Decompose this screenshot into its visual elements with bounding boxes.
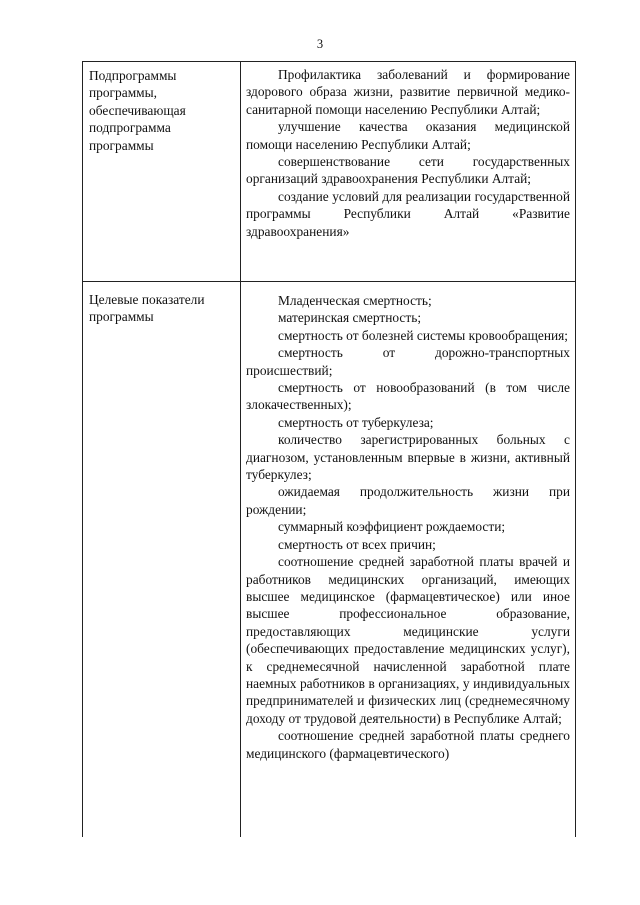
indicator-item-7: количество зарегистрированных больных с диагнозом, установленным впервые в жизни, активный туберкулез; xyxy=(246,432,570,483)
indicator-item-2: материнская смертность; xyxy=(278,310,422,326)
indicator-item-1: Младенческая смертность; xyxy=(278,293,432,308)
subprogram-item-4: создание условий для реализации государственной программы Республики Алтай «Развитие здравоохранения» xyxy=(246,188,570,239)
indicator-item-6: смертность от туберкулеза; xyxy=(278,414,434,430)
subprogram-item-2: улучшение качества оказания медицинской помощи населению Республики Алтай; xyxy=(246,119,570,152)
indicator-item-5: смертность от новообразований (в том числе злокачественных); xyxy=(246,380,570,413)
row-label-subprograms: Подпрограммы программы, обеспечивающая подпрограмма программы xyxy=(83,62,241,282)
row-content-indicators xyxy=(241,282,576,838)
table-row-subprograms xyxy=(83,62,576,282)
page-number: 3 xyxy=(316,37,324,51)
indicator-item-3: смертность от болезней системы кровообращения; xyxy=(278,327,569,343)
row-label-indicators: Целевые показатели программы xyxy=(83,282,241,838)
program-passport-table xyxy=(82,61,576,837)
indicator-item-11: соотношение средней заработной платы врачей и работников медицинских организаций, имеющих высшее медицинское (фармацевтическое) или иное высшее профессиональное образование, предоставляющих медицинские услуги (обеспечивающих предоставление медицинских услуг), к среднемесячной начисленной заработной плате наемных работников в организациях, у индивидуальных предпринимателей и физических лиц (среднемесячному доходу от трудовой деятельности) в Республике Алтай; xyxy=(246,554,570,726)
row-content-subprograms xyxy=(241,62,576,282)
table-row-indicators xyxy=(83,282,576,838)
indicator-item-4: смертность от дорожно-транспортных происшествий; xyxy=(246,345,570,378)
indicator-item-8: ожидаемая продолжительность жизни при рождении; xyxy=(246,484,570,517)
indicator-item-12: соотношение средней заработной платы среднего медицинского (фармацевтического) xyxy=(246,728,570,761)
subprogram-item-3: совершенствование сети государственных организаций здравоохранения Республики Алтай; xyxy=(246,154,570,187)
indicator-item-10: смертность от всех причин; xyxy=(278,536,436,552)
indicator-item-9: суммарный коэффициент рождаемости; xyxy=(278,519,506,535)
subprogram-item-1: Профилактика заболеваний и формирование здорового образа жизни, развитие первичной медико-санитарной помощи населению Республики Алтай; xyxy=(246,67,570,117)
